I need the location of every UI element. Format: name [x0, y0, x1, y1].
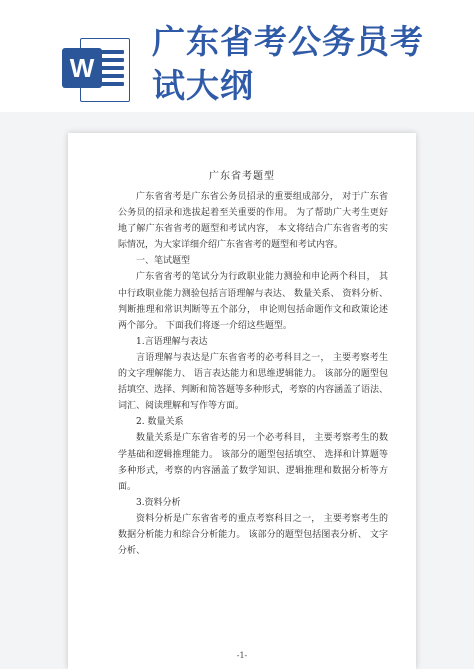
paragraph: 资料分析是广东省省考的重点考察科目之一， 主要考察考生的数据分析能力和综合分析能力。 该部分的题型包括图表分析、 文字分析、: [118, 513, 388, 557]
word-w-badge: W: [62, 48, 102, 88]
paragraph: 言语理解与表达是广东省省考的必考科目之一， 主要考察考生的文字理解能力、 语言表达能力和思维逻辑能力。 该部分的题型包括填空、选择、判断和简答题等多种形式，考察的内容涵盖了语法、词汇、阅读理解和写作等方面。: [118, 352, 389, 412]
title-line-2: 试大纲: [152, 66, 254, 105]
page-number: -1-: [236, 651, 248, 660]
paragraph: 广东省省考的笔试分为行政职业能力测验和申论两个科目， 其中行政职业能力测验包括言语理解与表达、 数量关系、 资料分析、 判断推理和常识判断等五个部分， 申论则包括命题作文和政策论述两个部分。 下面我们将逐一介绍这些题型。: [118, 272, 388, 331]
title-line-1: 广东省考公务员考: [152, 22, 424, 61]
word-doc-icon: [62, 36, 130, 104]
paragraph: 广东省省考是广东省公务员招录的重要组成部分， 对于广东省公务员的招录和选拔起着至关重要的作用。 为了帮助广大考生更好地了解广东省省考的题型和考试内容， 本文将结合广东省省考的实际情况，为大家详细介绍广东省省考的题型和考试内容。: [118, 192, 388, 251]
header-banner: [0, 0, 474, 112]
section-heading: 2. 数量关系: [136, 417, 184, 428]
section-heading: 1.言语理解与表达: [136, 336, 208, 347]
document-title: 广东省考题型: [209, 171, 275, 182]
section-heading: 一、笔试题型: [136, 256, 191, 267]
paragraph: 数量关系是广东省省考的另一个必考科目， 主要考察考生的数学基础和逻辑推理能力。 该部分的题型包括填空、 选择和计算题等多种形式，考察的内容涵盖了数学知识、逻辑推理和数据分析等方面。: [118, 433, 388, 492]
document-body: [118, 189, 388, 559]
section-heading: 3.资料分析: [136, 497, 181, 508]
page-title: [152, 20, 452, 108]
document-page: [68, 133, 416, 669]
